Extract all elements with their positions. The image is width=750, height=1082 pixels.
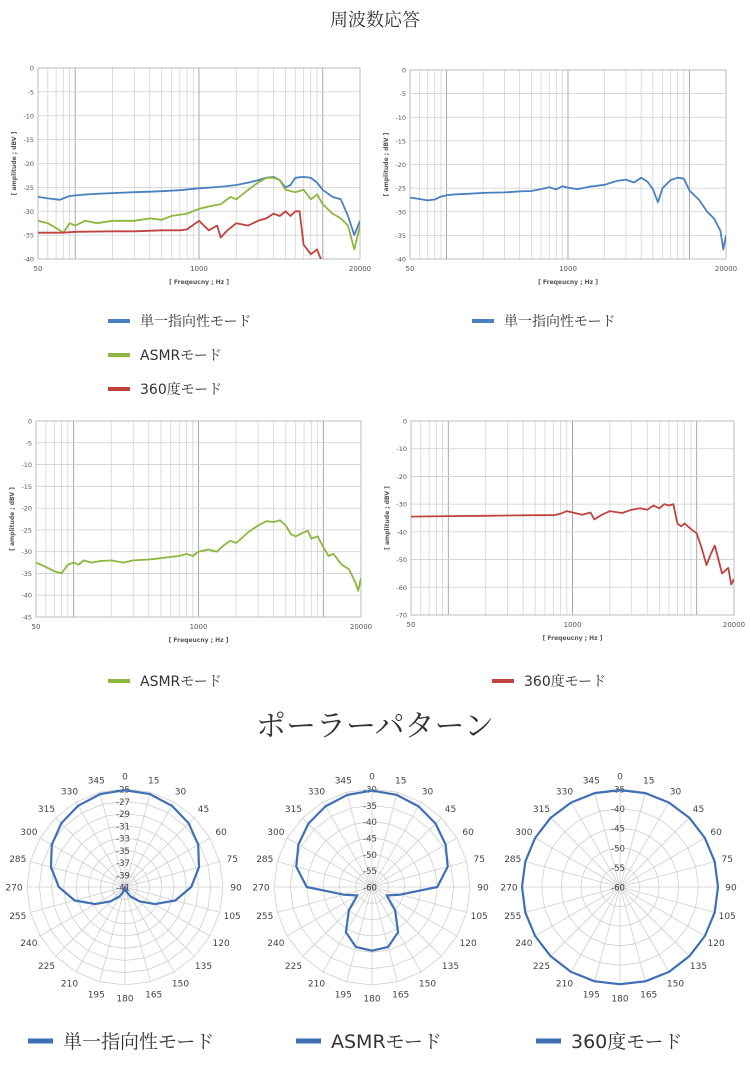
angle-label: 120 [459, 939, 477, 949]
legend-label-cardioid: 単一指向性モード [504, 314, 616, 331]
radial-tick-label: -33 [116, 834, 130, 845]
angle-label: 105 [223, 912, 241, 923]
y-tick-label: -50 [396, 556, 407, 565]
polar-chart-asmr [252, 773, 489, 1005]
polar-spoke [372, 887, 421, 972]
y-tick-label: -25 [23, 183, 34, 192]
radial-tick-label: -37 [116, 859, 130, 869]
angle-label: 285 [504, 854, 522, 865]
polar-spoke [551, 887, 620, 956]
y-tick-label: -40 [23, 255, 34, 264]
polar-pattern-title: ポーラーパターン [256, 709, 494, 744]
angle-label: 0 [617, 772, 623, 783]
polar-chart-360 [500, 773, 737, 1005]
angle-label: 330 [555, 787, 574, 798]
angle-label: 225 [284, 962, 303, 972]
y-tick-label: -25 [395, 184, 406, 193]
angle-label: 195 [334, 990, 352, 1001]
y-tick-label: -10 [23, 112, 34, 121]
x-tick-label: 50 [33, 265, 43, 273]
polar-spoke [620, 802, 669, 887]
angle-label: 345 [582, 776, 600, 787]
angle-label: 75 [226, 854, 238, 865]
frequency-chart-all-modes [11, 65, 371, 326]
polar-spoke [372, 887, 457, 936]
radial-tick-label: -27 [116, 797, 130, 808]
polar-spoke [125, 887, 194, 956]
polar-spoke [303, 818, 372, 887]
radial-tick-label: -39 [116, 871, 130, 882]
y-tick-label: -15 [23, 136, 34, 145]
radial-tick-label: -30 [363, 785, 377, 796]
y-tick-label: -35 [21, 569, 32, 578]
angle-label: 210 [307, 979, 326, 990]
angle-label: 345 [334, 776, 352, 787]
angle-label: 75 [473, 854, 485, 865]
radial-tick-label: -50 [363, 850, 377, 861]
x-axis-label: [ Freqeucny ; Hz ] [168, 637, 229, 644]
y-axis-label: [ amplitude ; dBV ] [384, 486, 391, 550]
y-tick-label: -30 [23, 207, 34, 216]
angle-label: 15 [147, 776, 160, 787]
angle-label: 315 [37, 805, 56, 815]
polar-spoke [125, 862, 220, 887]
radial-tick-label: -41 [116, 883, 130, 894]
angle-label: 330 [60, 787, 79, 798]
x-tick-label: 50 [31, 623, 41, 631]
polar-spoke [372, 838, 457, 887]
polar-spoke [535, 887, 620, 936]
frequency-chart-asmr [9, 418, 372, 645]
y-tick-label: -40 [395, 255, 406, 264]
angle-label: 285 [256, 854, 274, 865]
angle-label: 150 [171, 979, 190, 990]
legend-label-polar: 360度モード [571, 1030, 683, 1053]
angle-label: 120 [707, 939, 725, 949]
radial-tick-label: -31 [116, 822, 130, 833]
angle-label: 60 [710, 828, 722, 838]
angle-label: 15 [394, 776, 407, 787]
polar-spoke [125, 818, 194, 887]
x-tick-label: 1000 [189, 623, 208, 631]
polar-spoke [277, 862, 372, 887]
angle-label: 180 [611, 994, 629, 1005]
angle-label: 270 [5, 883, 23, 894]
radial-tick-label: -45 [363, 834, 377, 845]
legend-label-polar: 単一指向性モード [63, 1030, 215, 1053]
polar-spoke [620, 887, 715, 912]
polar-spoke [372, 862, 467, 887]
x-tick-label: 1000 [563, 621, 582, 629]
angle-label: 270 [500, 883, 518, 894]
polar-spoke [620, 887, 645, 982]
x-tick-label: 20000 [714, 265, 738, 273]
radial-tick-label: -40 [611, 805, 625, 816]
angle-label: 150 [666, 979, 685, 990]
polar-spoke [595, 887, 620, 982]
angle-label: 15 [642, 776, 655, 787]
angle-label: 30 [669, 787, 682, 798]
radial-tick-label: -45 [611, 824, 625, 835]
angle-label: 315 [284, 805, 303, 815]
angle-label: 255 [9, 912, 27, 923]
y-tick-label: -35 [23, 231, 34, 240]
frequency-chart-360 [384, 418, 745, 643]
y-tick-label: -20 [396, 472, 407, 481]
polar-spoke [56, 887, 125, 956]
polar-spoke [620, 818, 689, 887]
frequency-chart-cardioid [383, 67, 737, 287]
y-tick-label: -70 [396, 611, 407, 620]
y-tick-label: 0 [29, 64, 34, 73]
angle-label: 180 [116, 994, 134, 1005]
y-tick-label: -25 [21, 526, 32, 535]
angle-label: 300 [515, 828, 533, 838]
angle-label: 285 [9, 854, 27, 865]
y-tick-label: -20 [21, 504, 32, 513]
polar-spoke [620, 838, 705, 887]
angle-label: 90 [725, 883, 737, 894]
angle-label: 135 [689, 962, 708, 972]
y-tick-label: -30 [396, 500, 407, 509]
polar-spoke [303, 887, 372, 956]
radial-tick-label: -40 [363, 818, 377, 829]
radial-tick-label: -50 [611, 844, 625, 855]
polar-spoke [535, 838, 620, 887]
radial-tick-label: -35 [611, 785, 625, 796]
x-tick-label: 50 [406, 621, 416, 629]
polar-chart-cardioid [5, 773, 242, 1005]
polar-spoke [372, 887, 441, 956]
legend-label-asmr: ASMRモード [140, 348, 222, 365]
angle-label: 60 [215, 828, 227, 838]
angle-label: 195 [582, 990, 600, 1001]
radial-tick-label: -60 [611, 883, 625, 894]
y-tick-label: -45 [21, 613, 32, 622]
y-tick-label: -40 [21, 591, 32, 600]
x-axis-label: [ Freqeucny ; Hz ] [542, 635, 603, 642]
y-tick-label: -20 [395, 161, 406, 169]
polar-spoke [571, 887, 620, 972]
y-tick-label: 0 [402, 417, 407, 426]
angle-label: 330 [307, 787, 326, 798]
angle-label: 0 [369, 772, 375, 783]
y-axis-label: [ amplitude ; dBV ] [9, 487, 16, 551]
y-tick-label: -30 [395, 208, 406, 217]
polar-spoke [620, 887, 689, 956]
angle-label: 165 [145, 990, 163, 1001]
angle-label: 255 [256, 912, 274, 923]
x-tick-label: 20000 [348, 265, 372, 273]
polar-spoke [287, 887, 372, 936]
y-tick-label: -60 [396, 583, 407, 592]
polar-spoke [125, 887, 220, 912]
radial-tick-label: -25 [116, 785, 130, 796]
polar-spoke [372, 818, 441, 887]
angle-label: 225 [37, 962, 56, 972]
angle-label: 60 [462, 828, 474, 838]
angle-label: 210 [555, 979, 574, 990]
polar-spoke [620, 887, 669, 972]
y-tick-label: -10 [396, 445, 407, 454]
angle-label: 165 [640, 990, 658, 1001]
angle-label: 180 [363, 994, 381, 1005]
y-tick-label: -35 [395, 231, 406, 240]
radial-tick-label: -29 [116, 810, 130, 820]
x-tick-label: 1000 [190, 265, 208, 273]
y-tick-label: -15 [395, 137, 406, 146]
angle-label: 195 [87, 990, 105, 1001]
x-tick-label: 20000 [349, 623, 373, 631]
angle-label: 75 [721, 854, 733, 865]
angle-label: 240 [20, 939, 38, 949]
radial-tick-label: -60 [363, 883, 377, 894]
y-tick-label: -30 [21, 548, 32, 557]
x-tick-label: 20000 [722, 621, 746, 629]
angle-label: 30 [421, 787, 434, 798]
angle-label: 150 [418, 979, 437, 990]
legend-label-mode360: 360度モード [140, 382, 223, 399]
angle-label: 0 [122, 772, 128, 783]
y-tick-label: -20 [23, 160, 34, 168]
angle-label: 225 [532, 962, 551, 972]
polar-spoke [30, 862, 125, 887]
polar-spoke [372, 887, 397, 982]
angle-label: 105 [470, 912, 488, 923]
polar-spoke [551, 818, 620, 887]
polar-spoke [56, 818, 125, 887]
angle-label: 105 [718, 912, 736, 923]
legend-label-mode360: 360度モード [524, 674, 607, 691]
angle-label: 90 [477, 883, 489, 894]
legend-label-asmr: ASMRモード [140, 674, 222, 691]
x-tick-label: 50 [405, 265, 415, 273]
angle-label: 45 [197, 805, 210, 815]
y-tick-label: -10 [21, 461, 32, 470]
angle-label: 300 [267, 828, 285, 838]
x-axis-label: [ Freqeucny ; Hz ] [169, 279, 229, 286]
angle-label: 270 [252, 883, 270, 894]
x-axis-label: [ Freqeucny ; Hz ] [538, 279, 598, 286]
polar-spoke [525, 862, 620, 887]
frequency-response-title: 周波数応答 [330, 10, 420, 31]
y-tick-label: -10 [395, 113, 406, 122]
y-tick-label: 0 [27, 417, 32, 426]
y-tick-label: -5 [25, 439, 32, 448]
angle-label: 210 [60, 979, 79, 990]
y-tick-label: -40 [396, 528, 407, 537]
angle-label: 90 [230, 883, 242, 894]
angle-label: 240 [267, 939, 285, 949]
polar-spoke [287, 838, 372, 887]
angle-label: 45 [692, 805, 705, 815]
x-tick-label: 1000 [559, 265, 577, 273]
polar-spoke [525, 887, 620, 912]
legend-label-cardioid: 単一指向性モード [140, 314, 252, 331]
y-tick-label: -5 [27, 88, 34, 97]
polar-spoke [620, 887, 705, 936]
polar-spoke [347, 887, 372, 982]
angle-label: 300 [20, 828, 38, 838]
angle-label: 135 [194, 962, 213, 972]
angle-label: 315 [532, 805, 551, 815]
y-axis-label: [ amplitude ; dBV ] [11, 131, 18, 196]
polar-spoke [620, 862, 715, 887]
radial-tick-label: -35 [363, 801, 377, 812]
angle-label: 120 [212, 939, 230, 949]
angle-label: 135 [441, 962, 460, 972]
angle-label: 240 [515, 939, 533, 949]
y-tick-label: -5 [399, 90, 406, 99]
angle-label: 345 [87, 776, 105, 787]
radial-tick-label: -35 [116, 846, 130, 857]
polar-spoke [323, 887, 372, 972]
y-tick-label: 0 [401, 66, 406, 75]
angle-label: 45 [444, 805, 457, 815]
polar-spoke [372, 802, 421, 887]
y-axis-label: [ amplitude ; dBV ] [383, 132, 390, 197]
polar-spoke [30, 887, 125, 912]
radial-tick-label: -55 [363, 867, 377, 878]
y-tick-label: -15 [21, 482, 32, 491]
radial-tick-label: -55 [611, 863, 625, 874]
angle-label: 255 [504, 912, 522, 923]
angle-label: 30 [174, 787, 187, 798]
angle-label: 165 [392, 990, 410, 1001]
legend-label-polar: ASMRモード [331, 1030, 442, 1053]
